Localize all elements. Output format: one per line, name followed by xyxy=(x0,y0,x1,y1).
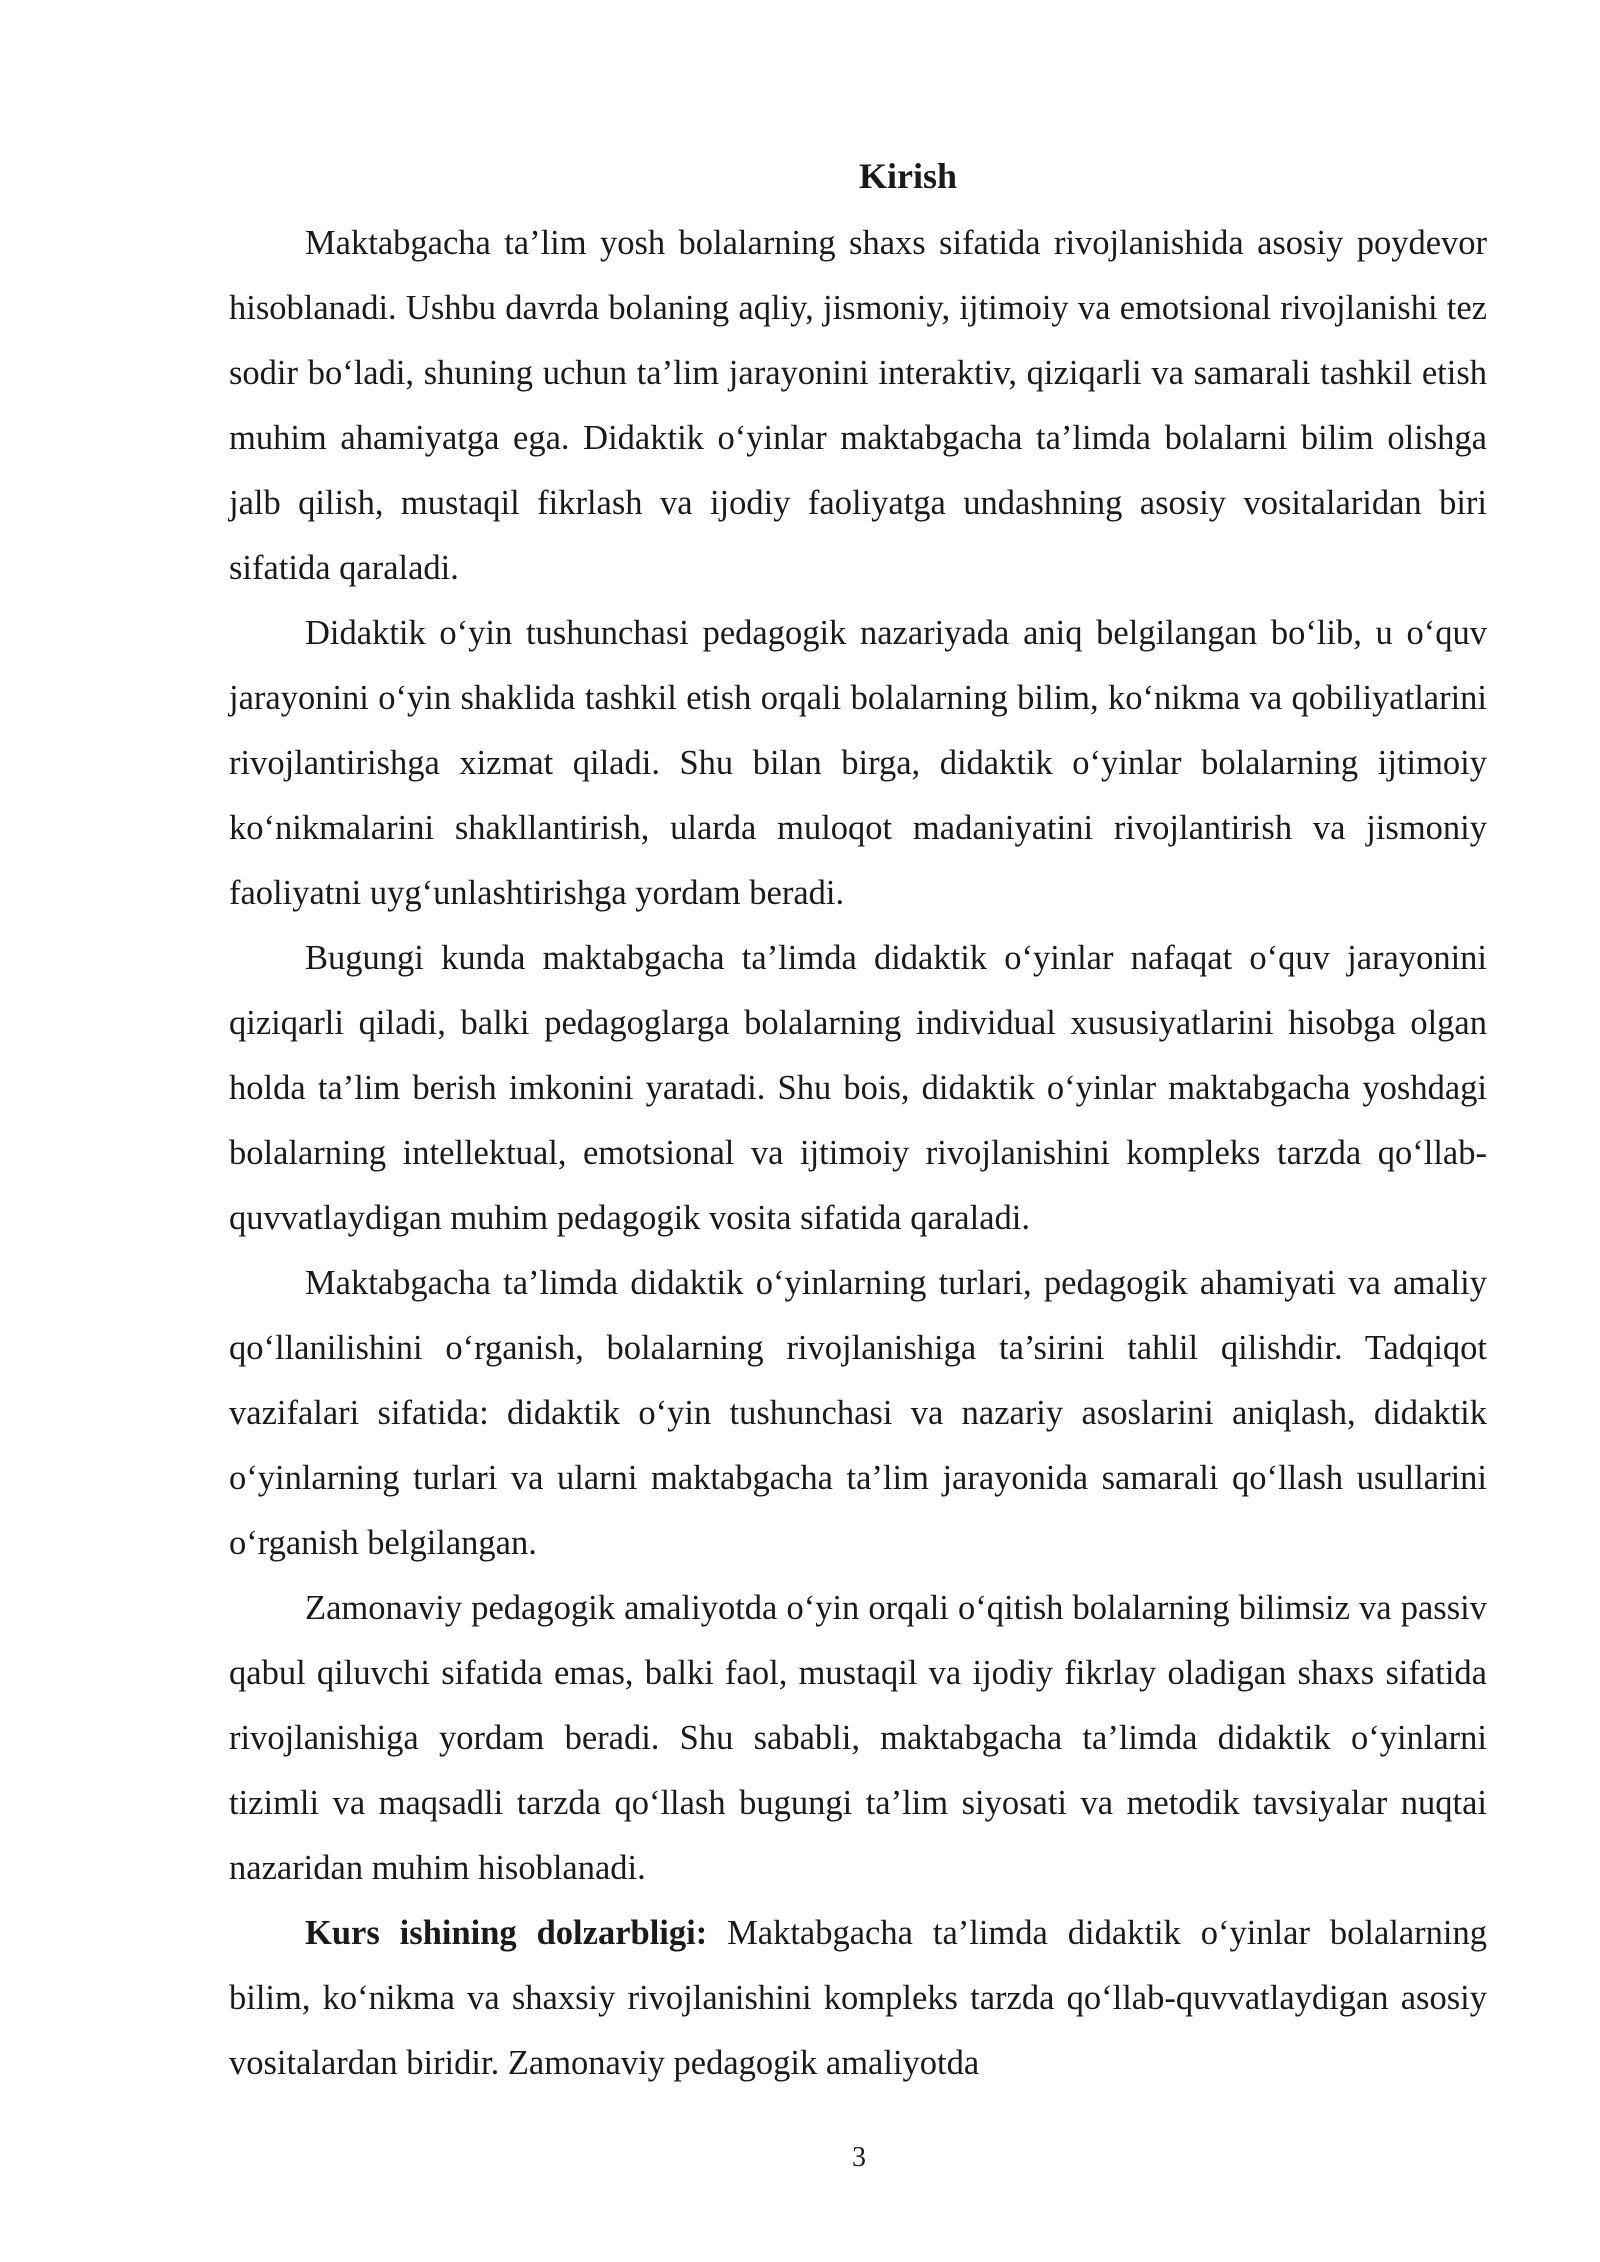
relevance-paragraph xyxy=(229,1901,1487,2096)
paragraph-3: Bugungi kunda maktabgacha ta’limda didaktik o‘yinlar nafaqat o‘quv jarayonini qiziqarli qiladi, balki pedagoglarga bolalarning individual xususiyatlarini hisobga olgan holda ta’lim berish imkonini yaratadi. Shu bois, didaktik o‘yinlar maktabgacha yoshdagi bolalarning intellektual, emotsional va ijtimoiy rivojlanishini kompleks tarzda qo‘llab-quvvatlaydigan muhim pedagogik vosita sifatida qaraladi. xyxy=(229,939,1487,1237)
relevance-text: Maktabgacha ta’limda didaktik o‘yinlar bolalarning bilim, ko‘nikma va shaxsiy rivojlanishini kompleks tarzda qo‘llab-quvvatlaydigan asosiy vositalardan biridir. Zamonaviy pedagogik amaliyotda xyxy=(229,1914,1487,2082)
document-page xyxy=(229,150,1487,2096)
relevance-label: Kurs ishining dolzarbligi: xyxy=(305,1914,708,1952)
paragraph-1: Maktabgacha ta’lim yosh bolalarning shaxs sifatida rivojlanishida asosiy poydevor hisoblanadi. Ushbu davrda bolaning aqliy, jismoniy, ijtimoiy va emotsional rivojlanishi tez sodir bo‘ladi, shuning uchun ta’lim jarayonini interaktiv, qiziqarli va samarali tashkil etish muhim ahamiyatga ega. Didaktik o‘yinlar maktabgacha ta’limda bolalarni bilim olishga jalb qilish, mustaqil fikrlash va ijodiy faoliyatga undashning asosiy vositalaridan biri sifatida qaraladi. xyxy=(229,224,1487,587)
paragraph-5: Zamonaviy pedagogik amaliyotda o‘yin orqali o‘qitish bolalarning bilimsiz va passiv qabul qiluvchi sifatida emas, balki faol, mustaqil va ijodiy fikrlay oladigan shaxs sifatida rivojlanishiga yordam beradi. Shu sababli, maktabgacha ta’limda didaktik o‘yinlarni tizimli va maqsadli tarzda qo‘llash bugungi ta’lim siyosati va metodik tavsiyalar nuqtai nazaridan muhim hisoblanadi. xyxy=(229,1589,1487,1887)
page-number: 3 xyxy=(852,2142,866,2173)
paragraph-4: Maktabgacha ta’limda didaktik o‘yinlarning turlari, pedagogik ahamiyati va amaliy qo‘llanilishini o‘rganish, bolalarning rivojlanishiga ta’sirini tahlil qilishdir. Tadqiqot vazifalari sifatida: didaktik o‘yin tushunchasi va nazariy asoslarini aniqlash, didaktik o‘yinlarning turlari va ularni maktabgacha ta’lim jarayonida samarali qo‘llash usullarini o‘rganish belgilangan. xyxy=(229,1264,1487,1562)
section-title: Kirish xyxy=(858,156,957,196)
paragraph-2: Didaktik o‘yin tushunchasi pedagogik nazariyada aniq belgilangan bo‘lib, u o‘quv jarayonini o‘yin shaklida tashkil etish orqali bolalarning bilim, ko‘nikma va qobiliyatlarini rivojlantirishga xizmat qiladi. Shu bilan birga, didaktik o‘yinlar bolalarning ijtimoiy ko‘nikmalarini shakllantirish, ularda muloqot madaniyatini rivojlantirish va jismoniy faoliyatni uyg‘unlashtirishga yordam beradi. xyxy=(229,614,1487,912)
